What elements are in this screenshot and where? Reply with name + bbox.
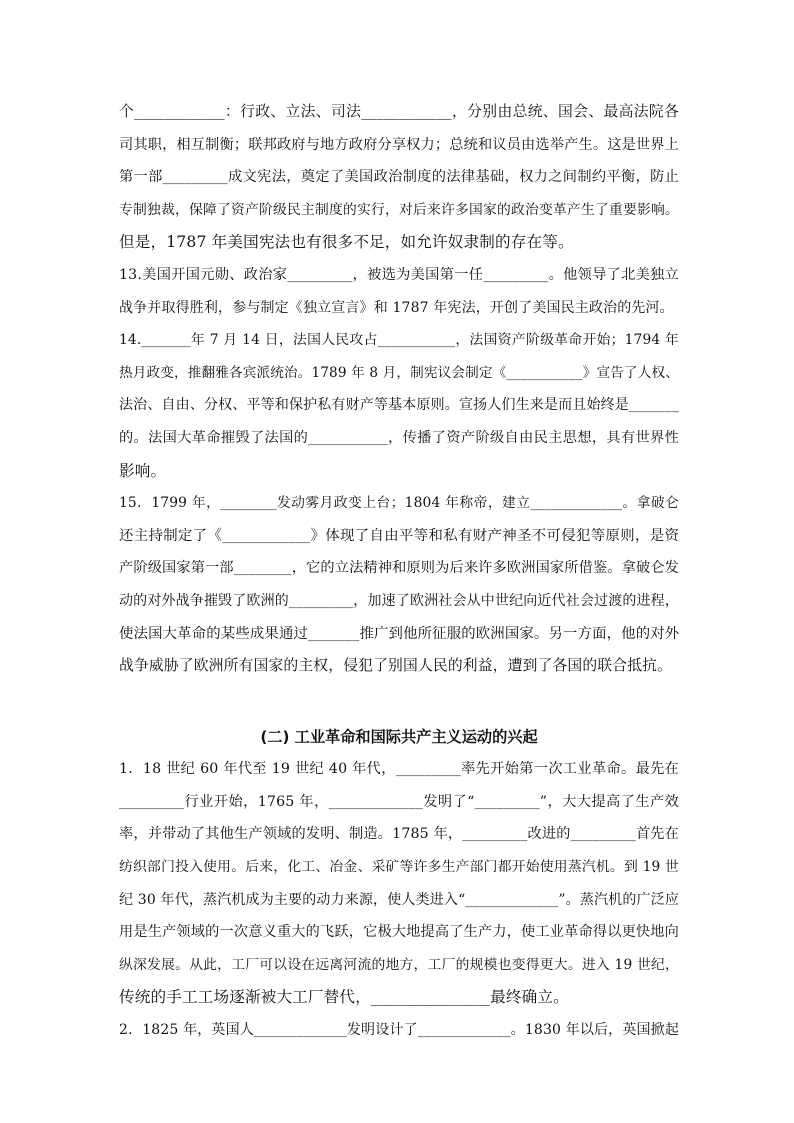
text-line: 14._______年 7 月 14 日，法国人民攻占___________，法国资产阶级革命开始；1794 年 <box>119 332 679 349</box>
text-line: 还主持制定了《____________》体现了自由平等和私有财产神圣不可侵犯等原则，是资 <box>119 527 679 544</box>
text-line: 1．18 世纪 60 年代至 19 世纪 40 年代，_________率先开始第一次工业革命。最先在 <box>119 761 679 778</box>
text-line: 2．1825 年，英国人_____________发明设计了_____________。1830 年以后，英国掀起 <box>119 1022 679 1039</box>
question-industrial-2 <box>119 1014 679 1047</box>
text-line: 法治、自由、分权、平等和保护私有财产等基本原则。宣扬人们生来是而且始终是_______ <box>119 397 679 414</box>
text-line: 产阶级国家第一部________，它的立法精神和原则为后来许多欧洲国家所借鉴。拿破仑发 <box>119 560 679 577</box>
text-line: 热月政变，推翻雅各宾派统治。1789 年 8 月，制宪议会制定《___________》宣告了人权、 <box>119 364 679 381</box>
text-line: 战争威胁了欧洲所有国家的主权，侵犯了别国人民的利益，遭到了各国的联合抵抗。 <box>119 657 673 675</box>
text-line: 13.美国开国元勋、政治家_________，被选为美国第一任_________。他领导了北美独立 <box>119 266 679 283</box>
text-line: 专制独裁，保障了资产阶级民主制度的实行，对后来许多国家的政治变革产生了重要影响。 <box>119 201 679 218</box>
text-line: 使法国大革命的某些成果通过_______推广到他所征服的欧洲国家。另一方面，他的对外 <box>119 625 680 642</box>
section-american-constitution <box>119 96 679 259</box>
text-line: 第一部_________成文宪法，奠定了美国政治制度的法律基础，权力之间制约平衡，防止 <box>119 169 679 186</box>
text-line: 个____________：行政、立法、司法____________，分别由总统、国会、最高法院各 <box>119 103 679 120</box>
question-15 <box>119 487 679 683</box>
text-line: 司其职，相互制衡；联邦政府与地方政府分享权力；总统和议员由选举产生。这是世界上 <box>119 136 679 153</box>
section-spacer <box>119 683 679 721</box>
text-line: 纺织部门投入使用。后来，化工、冶金、采矿等许多生产部门都开始使用蒸汽机。到 19 世 <box>119 859 679 876</box>
question-industrial-1 <box>119 753 679 1014</box>
text-line: 用是生产领域的一次意义重大的飞跃，它极大地提高了生产力，使工业革命得以更快地向 <box>119 924 679 941</box>
question-13 <box>119 259 679 324</box>
text-line: 纵深发展。从此，工厂可以设在远离河流的地方，工厂的规模也变得更大。进入 19 世纪， <box>119 956 679 973</box>
text-line: _________行业开始，1765 年，_____________发明了“_________”，大大提高了生产效 <box>119 793 679 810</box>
text-line: 传统的手工工场逐渐被大工厂替代，_______________最终确立。 <box>119 988 569 1007</box>
question-14 <box>119 324 679 487</box>
text-line: 纪 30 年代，蒸汽机成为主要的动力来源，使人类进入“_____________”。蒸汽机的广泛应 <box>119 891 679 908</box>
text-line: 战争并取得胜利，参与制定《独立宣言》和 1787 年宪法，开创了美国民主政治的先河。 <box>119 299 674 316</box>
text-line: 但是，1787 年美国宪法也有很多不足，如允许奴隶制的存在等。 <box>119 233 574 252</box>
text-line: 动的对外战争摧毁了欧洲的_________，加速了欧洲社会从中世纪向近代社会过渡的进程， <box>119 592 679 609</box>
document-page <box>119 96 679 1047</box>
text-line: 影响。 <box>119 461 167 480</box>
section-heading: (二) 工业革命和国际共产主义运动的兴起 <box>260 727 538 746</box>
text-line: 率，并带动了其他生产领域的发明、制造。1785 年，_________改进的_________首先在 <box>119 826 679 843</box>
text-line: 15．1799 年，________发动雾月政变上台；1804 年称帝，建立_____________。拿破仑 <box>119 495 679 512</box>
text-line: 的。法国大革命摧毁了法国的___________，传播了资产阶级自由民主思想，具有世界性 <box>119 429 679 446</box>
